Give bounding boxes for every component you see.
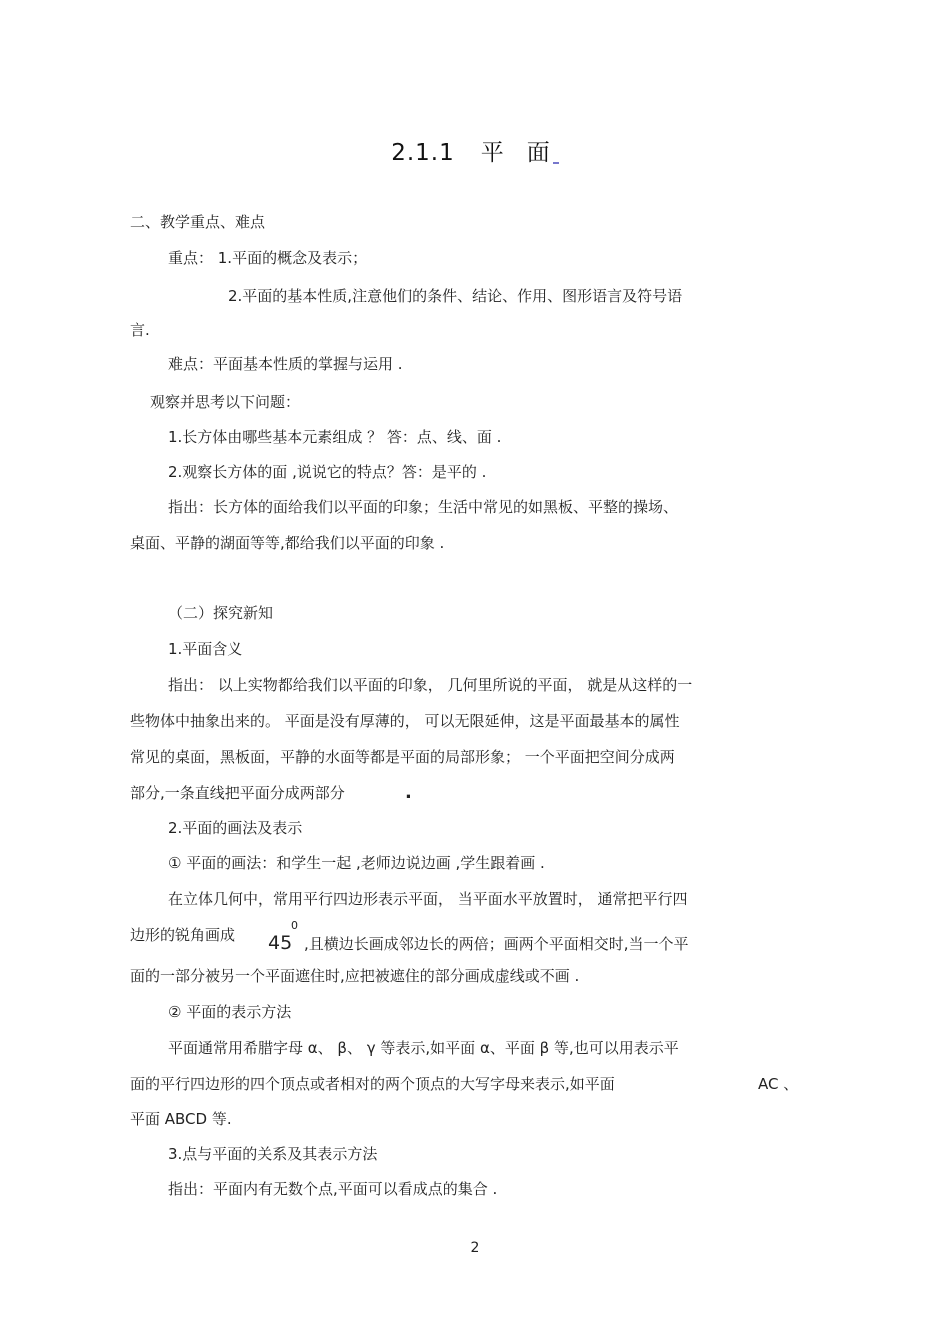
text-line: ① 平面的画法：和学生一起 ,老师边说边画 ,学生跟着画 . — [168, 854, 545, 872]
text-line: 桌面、平静的湖面等等,都给我们以平面的印象 . — [130, 534, 445, 552]
page-title — [0, 138, 950, 168]
text-line: ,且横边长画成邻边长的两倍；画两个平面相交时,当一个平 — [304, 935, 689, 953]
text-cursor — [553, 162, 559, 164]
subsection-heading: 3.点与平面的关系及其表示方法 — [168, 1145, 378, 1163]
title-number: 2.1.1 — [391, 140, 455, 166]
text-line: 在立体几何中，常用平行四边形表示平面， 当平面水平放置时， 通常把平行四 — [168, 890, 688, 908]
angle-superscript: 0 — [291, 919, 298, 932]
text-line: 平面 ABCD 等. — [130, 1110, 232, 1128]
text-line: 观察并思考以下问题： — [150, 393, 301, 411]
section-heading: （二）探究新知 — [168, 604, 274, 622]
subsection-heading: ② 平面的表示方法 — [168, 1003, 292, 1021]
text-line: 常见的桌面，黑板面，平静的水面等都是平面的局部形象； 一个平面把空间分成两 — [130, 748, 675, 766]
text-line: 面的平行四边形的四个顶点或者相对的两个顶点的大写字母来表示,如平面 — [130, 1075, 615, 1093]
text-line: 些物体中抽象出来的。 平面是没有厚薄的， 可以无限延伸，这是平面最基本的属性 — [130, 712, 680, 730]
page-number: 2 — [470, 1240, 480, 1256]
text-line: AC 、 — [758, 1075, 799, 1093]
text-period: . — [405, 782, 412, 803]
text-line: 指出： 以上实物都给我们以平面的印象， 几何里所说的平面， 就是从这样的一 — [168, 676, 693, 694]
subsection-heading: 1.平面含义 — [168, 640, 243, 658]
text-line: 面的一部分被另一个平面遮住时,应把被遮住的部分画成虚线或不画 . — [130, 967, 580, 985]
text-line: 难点：平面基本性质的掌握与运用 . — [168, 355, 403, 373]
text-line: 指出：平面内有无数个点,平面可以看成点的集合 . — [168, 1180, 498, 1198]
title-char-2: 面 — [526, 140, 551, 166]
section-heading: 二、教学重点、难点 — [130, 213, 266, 231]
text-line: 平面通常用希腊字母 α、 β、 γ 等表示,如平面 α、平面 β 等,也可以用表示平 — [168, 1039, 679, 1057]
angle-value: 45 — [268, 932, 293, 954]
text-line: 指出：长方体的面给我们以平面的印象；生活中常见的如黑板、平整的操场、 — [168, 498, 679, 516]
text-line: 重点： 1.平面的概念及表示； — [168, 249, 368, 267]
text-line: 部分,一条直线把平面分成两部分 — [130, 784, 345, 802]
text-line: 言. — [130, 321, 150, 339]
text-line: 边形的锐角画成 — [130, 926, 236, 944]
text-line: 2.平面的基本性质,注意他们的条件、结论、作用、图形语言及符号语 — [228, 287, 683, 305]
text-line: 1.长方体由哪些基本元素组成 ？ 答：点、线、面 . — [168, 428, 502, 446]
text-line: 2.观察长方体的面 ,说说它的特点？答：是平的 . — [168, 463, 487, 481]
subsection-heading: 2.平面的画法及表示 — [168, 819, 303, 837]
title-char-1: 平 — [480, 140, 505, 166]
